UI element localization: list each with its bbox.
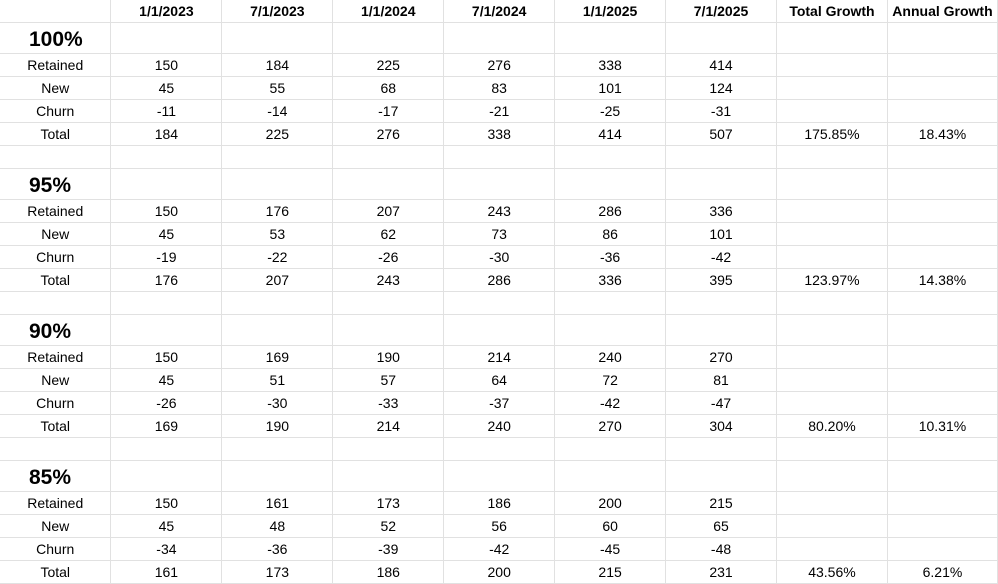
value-cell[interactable]: 52 <box>333 515 444 538</box>
empty-cell[interactable] <box>0 438 111 461</box>
value-cell[interactable]: 190 <box>333 346 444 369</box>
value-cell[interactable]: 65 <box>666 515 777 538</box>
annual-growth-cell[interactable] <box>887 223 997 246</box>
value-cell[interactable]: 338 <box>444 123 555 146</box>
header-date-cell[interactable]: 1/1/2023 <box>111 0 222 23</box>
value-cell[interactable]: -26 <box>111 392 222 415</box>
data-row <box>0 346 998 369</box>
total-growth-cell[interactable] <box>776 77 887 100</box>
value-cell[interactable]: 200 <box>444 561 555 584</box>
total-growth-cell[interactable] <box>776 223 887 246</box>
data-row <box>0 223 998 246</box>
empty-cell[interactable] <box>444 438 555 461</box>
value-cell[interactable]: 48 <box>222 515 333 538</box>
row-label-cell[interactable]: Churn <box>0 392 111 415</box>
value-cell[interactable]: -21 <box>444 100 555 123</box>
empty-cell[interactable] <box>776 169 887 200</box>
value-cell[interactable]: 45 <box>111 223 222 246</box>
empty-cell[interactable] <box>222 169 333 200</box>
value-cell[interactable]: 184 <box>111 123 222 146</box>
header-row <box>0 0 998 23</box>
empty-cell[interactable] <box>776 23 887 54</box>
empty-cell[interactable] <box>555 292 666 315</box>
value-cell[interactable]: 60 <box>555 515 666 538</box>
empty-cell[interactable] <box>333 292 444 315</box>
empty-cell[interactable] <box>444 23 555 54</box>
empty-cell[interactable] <box>666 169 777 200</box>
empty-cell[interactable] <box>887 292 997 315</box>
empty-cell[interactable] <box>776 292 887 315</box>
value-cell[interactable]: 207 <box>222 269 333 292</box>
value-cell[interactable]: 45 <box>111 77 222 100</box>
data-row <box>0 369 998 392</box>
data-row <box>0 269 998 292</box>
value-cell[interactable]: -22 <box>222 246 333 269</box>
annual-growth-cell[interactable] <box>887 100 997 123</box>
row-label-cell[interactable]: Retained <box>0 346 111 369</box>
data-row <box>0 538 998 561</box>
annual-growth-cell[interactable]: 18.43% <box>887 123 997 146</box>
empty-cell[interactable] <box>444 146 555 169</box>
value-cell[interactable]: 57 <box>333 369 444 392</box>
value-cell[interactable]: -25 <box>555 100 666 123</box>
empty-cell[interactable] <box>222 23 333 54</box>
empty-cell[interactable] <box>666 315 777 346</box>
empty-cell[interactable] <box>887 146 997 169</box>
empty-cell[interactable] <box>111 146 222 169</box>
data-row <box>0 392 998 415</box>
data-row <box>0 100 998 123</box>
empty-cell[interactable] <box>776 315 887 346</box>
empty-cell[interactable] <box>222 292 333 315</box>
data-row <box>0 515 998 538</box>
empty-cell[interactable] <box>333 23 444 54</box>
value-cell[interactable]: 215 <box>555 561 666 584</box>
value-cell[interactable]: 304 <box>666 415 777 438</box>
row-label-cell[interactable]: Churn <box>0 100 111 123</box>
value-cell[interactable]: -14 <box>222 100 333 123</box>
row-label-cell[interactable]: New <box>0 77 111 100</box>
empty-cell[interactable] <box>0 146 111 169</box>
empty-cell[interactable] <box>222 461 333 492</box>
value-cell[interactable]: 214 <box>444 346 555 369</box>
spacer-row <box>0 292 998 315</box>
empty-cell[interactable] <box>222 438 333 461</box>
empty-cell[interactable] <box>111 292 222 315</box>
total-growth-cell[interactable]: 43.56% <box>776 561 887 584</box>
spacer-row <box>0 438 998 461</box>
value-cell[interactable]: -39 <box>333 538 444 561</box>
value-cell[interactable]: 81 <box>666 369 777 392</box>
annual-growth-cell[interactable]: 14.38% <box>887 269 997 292</box>
value-cell[interactable]: -19 <box>111 246 222 269</box>
empty-cell[interactable] <box>555 23 666 54</box>
value-cell[interactable]: 207 <box>333 200 444 223</box>
annual-growth-cell[interactable]: 10.31% <box>887 415 997 438</box>
section-title-cell[interactable]: 85% <box>0 461 111 492</box>
total-growth-cell[interactable] <box>776 492 887 515</box>
empty-cell[interactable] <box>887 315 997 346</box>
data-row <box>0 77 998 100</box>
empty-cell[interactable] <box>776 438 887 461</box>
value-cell[interactable]: 176 <box>111 269 222 292</box>
value-cell[interactable]: 68 <box>333 77 444 100</box>
empty-cell[interactable] <box>444 461 555 492</box>
value-cell[interactable]: 240 <box>555 346 666 369</box>
value-cell[interactable]: 53 <box>222 223 333 246</box>
data-row <box>0 200 998 223</box>
total-growth-cell[interactable]: 123.97% <box>776 269 887 292</box>
value-cell[interactable]: -30 <box>222 392 333 415</box>
row-label-cell[interactable]: Total <box>0 415 111 438</box>
value-cell[interactable]: 150 <box>111 200 222 223</box>
empty-cell[interactable] <box>222 146 333 169</box>
annual-growth-cell[interactable] <box>887 369 997 392</box>
row-label-cell[interactable]: Total <box>0 123 111 146</box>
row-label-cell[interactable]: New <box>0 369 111 392</box>
row-label-cell[interactable]: New <box>0 223 111 246</box>
empty-cell[interactable] <box>444 292 555 315</box>
total-growth-cell[interactable] <box>776 346 887 369</box>
value-cell[interactable]: 83 <box>444 77 555 100</box>
value-cell[interactable]: 215 <box>666 492 777 515</box>
value-cell[interactable]: 64 <box>444 369 555 392</box>
annual-growth-cell[interactable] <box>887 515 997 538</box>
row-label-cell[interactable]: Retained <box>0 54 111 77</box>
empty-cell[interactable] <box>333 146 444 169</box>
value-cell[interactable]: 150 <box>111 492 222 515</box>
total-growth-cell[interactable] <box>776 246 887 269</box>
annual-growth-cell[interactable] <box>887 492 997 515</box>
total-growth-cell[interactable] <box>776 538 887 561</box>
header-corner-cell[interactable] <box>0 0 111 23</box>
empty-cell[interactable] <box>887 23 997 54</box>
value-cell[interactable]: 150 <box>111 346 222 369</box>
value-cell[interactable]: -31 <box>666 100 777 123</box>
value-cell[interactable]: 101 <box>666 223 777 246</box>
value-cell[interactable]: 395 <box>666 269 777 292</box>
data-row <box>0 492 998 515</box>
value-cell[interactable]: 336 <box>666 200 777 223</box>
empty-cell[interactable] <box>666 438 777 461</box>
value-cell[interactable]: 338 <box>555 54 666 77</box>
annual-growth-cell[interactable] <box>887 246 997 269</box>
annual-growth-cell[interactable] <box>887 54 997 77</box>
section-title-cell[interactable]: 90% <box>0 315 111 346</box>
total-growth-cell[interactable]: 80.20% <box>776 415 887 438</box>
header-date-cell[interactable]: 1/1/2025 <box>555 0 666 23</box>
value-cell[interactable]: 225 <box>333 54 444 77</box>
empty-cell[interactable] <box>333 169 444 200</box>
row-label-cell[interactable]: Total <box>0 269 111 292</box>
header-date-cell[interactable]: 7/1/2025 <box>666 0 777 23</box>
value-cell[interactable]: -37 <box>444 392 555 415</box>
data-row <box>0 123 998 146</box>
value-cell[interactable]: 186 <box>444 492 555 515</box>
header-date-cell[interactable]: 7/1/2023 <box>222 0 333 23</box>
total-growth-cell[interactable] <box>776 369 887 392</box>
total-growth-cell[interactable] <box>776 200 887 223</box>
value-cell[interactable]: 186 <box>333 561 444 584</box>
empty-cell[interactable] <box>555 169 666 200</box>
empty-cell[interactable] <box>666 292 777 315</box>
value-cell[interactable]: 150 <box>111 54 222 77</box>
data-row <box>0 246 998 269</box>
annual-growth-cell[interactable] <box>887 77 997 100</box>
empty-cell[interactable] <box>555 146 666 169</box>
empty-cell[interactable] <box>333 438 444 461</box>
section-title-cell[interactable]: 95% <box>0 169 111 200</box>
value-cell[interactable]: 124 <box>666 77 777 100</box>
value-cell[interactable]: 169 <box>111 415 222 438</box>
value-cell[interactable]: 414 <box>666 54 777 77</box>
value-cell[interactable]: 276 <box>444 54 555 77</box>
annual-growth-cell[interactable]: 6.21% <box>887 561 997 584</box>
row-label-cell[interactable]: Total <box>0 561 111 584</box>
value-cell[interactable]: 45 <box>111 515 222 538</box>
value-cell[interactable]: 72 <box>555 369 666 392</box>
value-cell[interactable]: 231 <box>666 561 777 584</box>
value-cell[interactable]: 184 <box>222 54 333 77</box>
total-growth-cell[interactable] <box>776 515 887 538</box>
empty-cell[interactable] <box>555 438 666 461</box>
value-cell[interactable]: 243 <box>444 200 555 223</box>
value-cell[interactable]: 243 <box>333 269 444 292</box>
empty-cell[interactable] <box>0 292 111 315</box>
value-cell[interactable]: -34 <box>111 538 222 561</box>
value-cell[interactable]: -48 <box>666 538 777 561</box>
value-cell[interactable]: 270 <box>555 415 666 438</box>
annual-growth-cell[interactable] <box>887 538 997 561</box>
row-label-cell[interactable]: Retained <box>0 492 111 515</box>
value-cell[interactable]: 276 <box>333 123 444 146</box>
value-cell[interactable]: -47 <box>666 392 777 415</box>
value-cell[interactable]: 173 <box>222 561 333 584</box>
data-row <box>0 54 998 77</box>
value-cell[interactable]: -11 <box>111 100 222 123</box>
empty-cell[interactable] <box>887 461 997 492</box>
value-cell[interactable]: 176 <box>222 200 333 223</box>
value-cell[interactable]: 56 <box>444 515 555 538</box>
row-label-cell[interactable]: Churn <box>0 538 111 561</box>
value-cell[interactable]: 507 <box>666 123 777 146</box>
row-label-cell[interactable]: Churn <box>0 246 111 269</box>
header-total-growth-cell[interactable]: Total Growth <box>776 0 887 23</box>
value-cell[interactable]: -45 <box>555 538 666 561</box>
value-cell[interactable]: 86 <box>555 223 666 246</box>
empty-cell[interactable] <box>111 315 222 346</box>
section-title-row <box>0 315 998 346</box>
total-growth-cell[interactable] <box>776 54 887 77</box>
section-title-row <box>0 461 998 492</box>
empty-cell[interactable] <box>444 169 555 200</box>
header-date-cell[interactable]: 1/1/2024 <box>333 0 444 23</box>
value-cell[interactable]: -30 <box>444 246 555 269</box>
value-cell[interactable]: -42 <box>555 392 666 415</box>
value-cell[interactable]: 414 <box>555 123 666 146</box>
value-cell[interactable]: -33 <box>333 392 444 415</box>
empty-cell[interactable] <box>111 169 222 200</box>
value-cell[interactable]: 286 <box>555 200 666 223</box>
annual-growth-cell[interactable] <box>887 346 997 369</box>
empty-cell[interactable] <box>666 146 777 169</box>
empty-cell[interactable] <box>111 438 222 461</box>
annual-growth-cell[interactable] <box>887 200 997 223</box>
value-cell[interactable]: 286 <box>444 269 555 292</box>
value-cell[interactable]: -17 <box>333 100 444 123</box>
value-cell[interactable]: 240 <box>444 415 555 438</box>
empty-cell[interactable] <box>887 169 997 200</box>
value-cell[interactable]: 45 <box>111 369 222 392</box>
total-growth-cell[interactable] <box>776 100 887 123</box>
section-title-row <box>0 23 998 54</box>
header-annual-growth-cell[interactable]: Annual Growth <box>887 0 997 23</box>
empty-cell[interactable] <box>776 461 887 492</box>
value-cell[interactable]: -42 <box>666 246 777 269</box>
annual-growth-cell[interactable] <box>887 392 997 415</box>
data-row <box>0 415 998 438</box>
empty-cell[interactable] <box>666 461 777 492</box>
section-title-row <box>0 169 998 200</box>
header-date-cell[interactable]: 7/1/2024 <box>444 0 555 23</box>
value-cell[interactable]: 161 <box>222 492 333 515</box>
value-cell[interactable]: -42 <box>444 538 555 561</box>
empty-cell[interactable] <box>111 23 222 54</box>
value-cell[interactable]: 169 <box>222 346 333 369</box>
row-label-cell[interactable]: Retained <box>0 200 111 223</box>
data-row <box>0 561 998 584</box>
value-cell[interactable]: 336 <box>555 269 666 292</box>
empty-cell[interactable] <box>444 315 555 346</box>
section-title-cell[interactable]: 100% <box>0 23 111 54</box>
value-cell[interactable]: -26 <box>333 246 444 269</box>
value-cell[interactable]: 161 <box>111 561 222 584</box>
value-cell[interactable]: 101 <box>555 77 666 100</box>
empty-cell[interactable] <box>555 315 666 346</box>
value-cell[interactable]: 214 <box>333 415 444 438</box>
empty-cell[interactable] <box>776 146 887 169</box>
empty-cell[interactable] <box>887 438 997 461</box>
value-cell[interactable]: 200 <box>555 492 666 515</box>
empty-cell[interactable] <box>333 461 444 492</box>
value-cell[interactable]: 270 <box>666 346 777 369</box>
value-cell[interactable]: -36 <box>555 246 666 269</box>
empty-cell[interactable] <box>333 315 444 346</box>
value-cell[interactable]: 225 <box>222 123 333 146</box>
value-cell[interactable]: 55 <box>222 77 333 100</box>
value-cell[interactable]: -36 <box>222 538 333 561</box>
empty-cell[interactable] <box>555 461 666 492</box>
row-label-cell[interactable]: New <box>0 515 111 538</box>
value-cell[interactable]: 173 <box>333 492 444 515</box>
value-cell[interactable]: 190 <box>222 415 333 438</box>
value-cell[interactable]: 62 <box>333 223 444 246</box>
total-growth-cell[interactable] <box>776 392 887 415</box>
value-cell[interactable]: 51 <box>222 369 333 392</box>
spacer-row <box>0 146 998 169</box>
empty-cell[interactable] <box>222 315 333 346</box>
total-growth-cell[interactable]: 175.85% <box>776 123 887 146</box>
empty-cell[interactable] <box>111 461 222 492</box>
empty-cell[interactable] <box>666 23 777 54</box>
value-cell[interactable]: 73 <box>444 223 555 246</box>
